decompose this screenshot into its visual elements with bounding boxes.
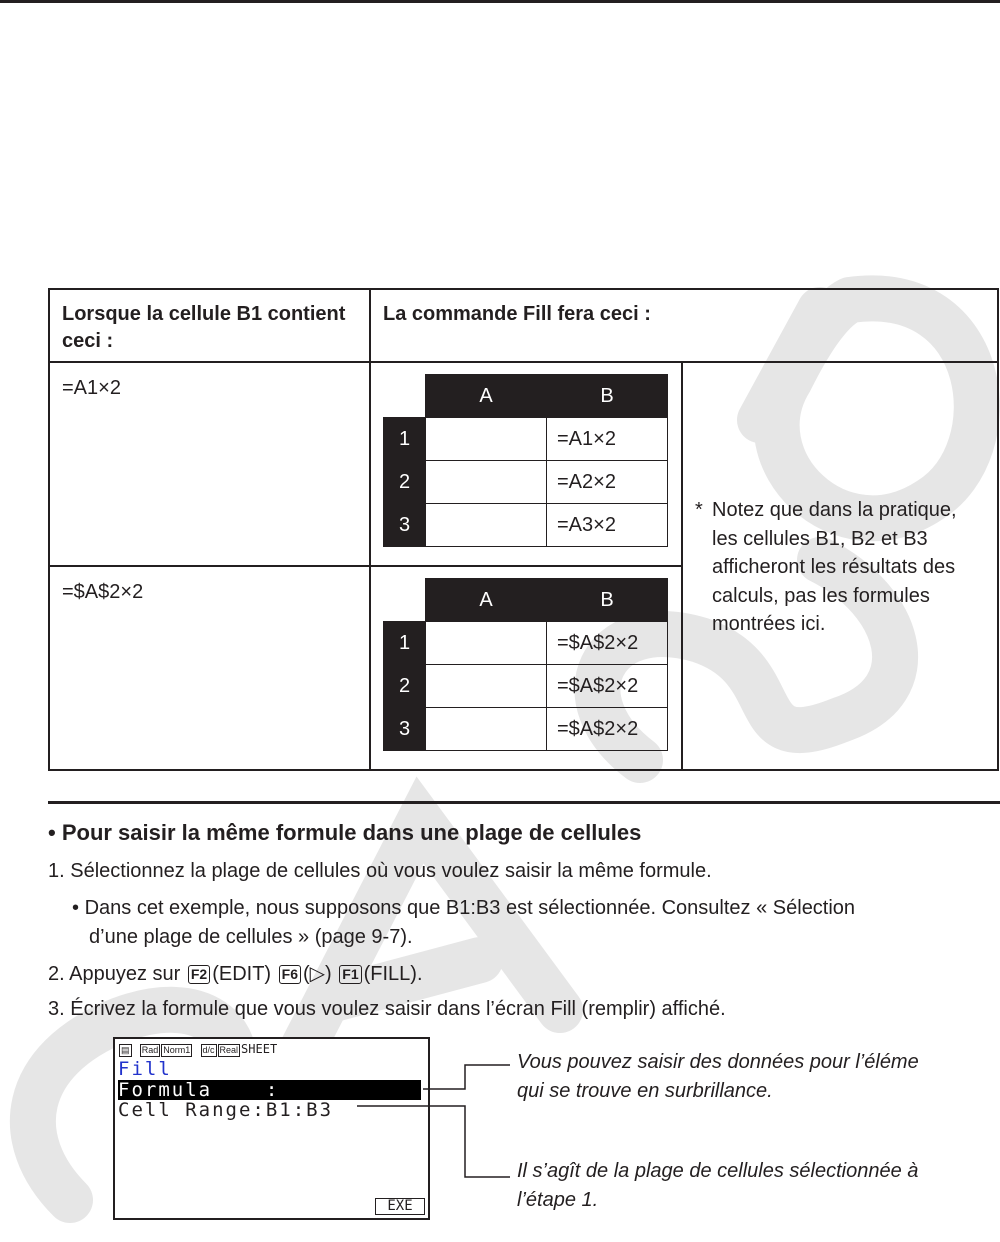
f6-key-icon: F6 [279,965,301,984]
step-2-text: 2. Appuyez sur [48,963,181,985]
footnote-text: Notez que dans la pratique, les cellules B1, B2 et B3 afficheront les résultats des calculs, pas les formules montrées ici. [712,499,957,635]
key-label: (▷) [303,963,332,985]
footnote-marker: * [695,499,703,521]
calc-status-bar [119,1041,277,1057]
step-1-note-text: Dans cet exemple, nous supposons que B1:B3 est sélectionnée. Consultez « Sélection [84,897,856,919]
spreadsheet-cell [426,708,547,751]
spreadsheet-cell [426,418,547,461]
header-cell-input: Lorsque la cellule B1 contient ceci : [49,289,370,362]
status-icon: Real [219,1045,239,1055]
spreadsheet-cell: =$A$2×2 [547,622,668,665]
status-icon: d/c [202,1045,215,1055]
source-formula-absolute: =$A$2×2 [49,566,370,770]
spreadsheet-example-relative [383,374,668,547]
spreadsheet-cell [426,665,547,708]
f2-key-icon: F2 [188,965,210,984]
row-header: 2 [384,665,426,708]
column-header: A [426,579,547,622]
calc-title: Fill [118,1058,172,1080]
callout-highlight-line1: Vous pouvez saisir des données pour l’éléme [517,1051,919,1073]
column-header: A [426,375,547,418]
spreadsheet-cell: =A2×2 [547,461,668,504]
status-icon: Rad [141,1045,159,1055]
spreadsheet-cell: =A1×2 [547,418,668,461]
step-3: 3. Écrivez la formule que vous voulez saisir dans l’écran Fill (remplir) affiché. [48,998,726,1020]
spreadsheet-cell [426,622,547,665]
step-1-note-line1 [72,897,855,920]
key-label: (FILL). [363,963,423,985]
section-title [48,820,641,846]
row-header: 1 [384,418,426,461]
bullet-icon: • [72,897,80,919]
row-header: 3 [384,708,426,751]
spreadsheet-cell [426,461,547,504]
f1-key-icon: F1 [339,965,361,984]
step-1-note-line2: d’une plage de cellules » (page 9-7). [89,926,413,948]
column-header: B [547,375,668,418]
callout-highlight-line2: qui se trouve en surbrillance. [517,1080,773,1102]
spreadsheet-corner [384,375,426,418]
header-cell-result: La commande Fill fera ceci : [370,289,998,362]
status-icon: Norm1 [163,1045,191,1055]
callout-range-line1: Il s’agît de la plage de cellules sélectionnée à [517,1160,919,1182]
calc-formula-line: Formula : [118,1080,421,1100]
result-cell-absolute [370,566,682,770]
calc-range-line: Cell Range:B1:B3 [118,1099,334,1121]
status-mode: SHEET [241,1042,278,1056]
fill-behavior-table [48,288,999,771]
step-2 [48,961,423,986]
section-divider [48,801,1000,804]
spreadsheet-cell: =$A$2×2 [547,665,668,708]
spreadsheet-cell: =A3×2 [547,504,668,547]
row-header: 2 [384,461,426,504]
row-header: 3 [384,504,426,547]
calculator-screen [113,1037,430,1220]
footnote [695,496,985,639]
source-formula-relative: =A1×2 [49,362,370,566]
section-title-text: Pour saisir la même formule dans une plage de cellules [61,820,642,845]
callout-range-line2: l’étape 1. [517,1189,599,1211]
clipboard-icon: ▤ [121,1045,130,1055]
note-cell [682,362,998,770]
spreadsheet-cell: =$A$2×2 [547,708,668,751]
step-1: 1. Sélectionnez la plage de cellules où vous voulez saisir la même formule. [48,860,712,882]
column-header: B [547,579,668,622]
spreadsheet-corner [384,579,426,622]
result-cell-relative [370,362,682,566]
key-label: (EDIT) [212,963,272,985]
exe-function-key: EXE [375,1198,425,1215]
spreadsheet-example-absolute [383,578,668,751]
top-rule [0,0,1000,3]
bullet-icon: • [48,820,56,845]
row-header: 1 [384,622,426,665]
spreadsheet-cell [426,504,547,547]
